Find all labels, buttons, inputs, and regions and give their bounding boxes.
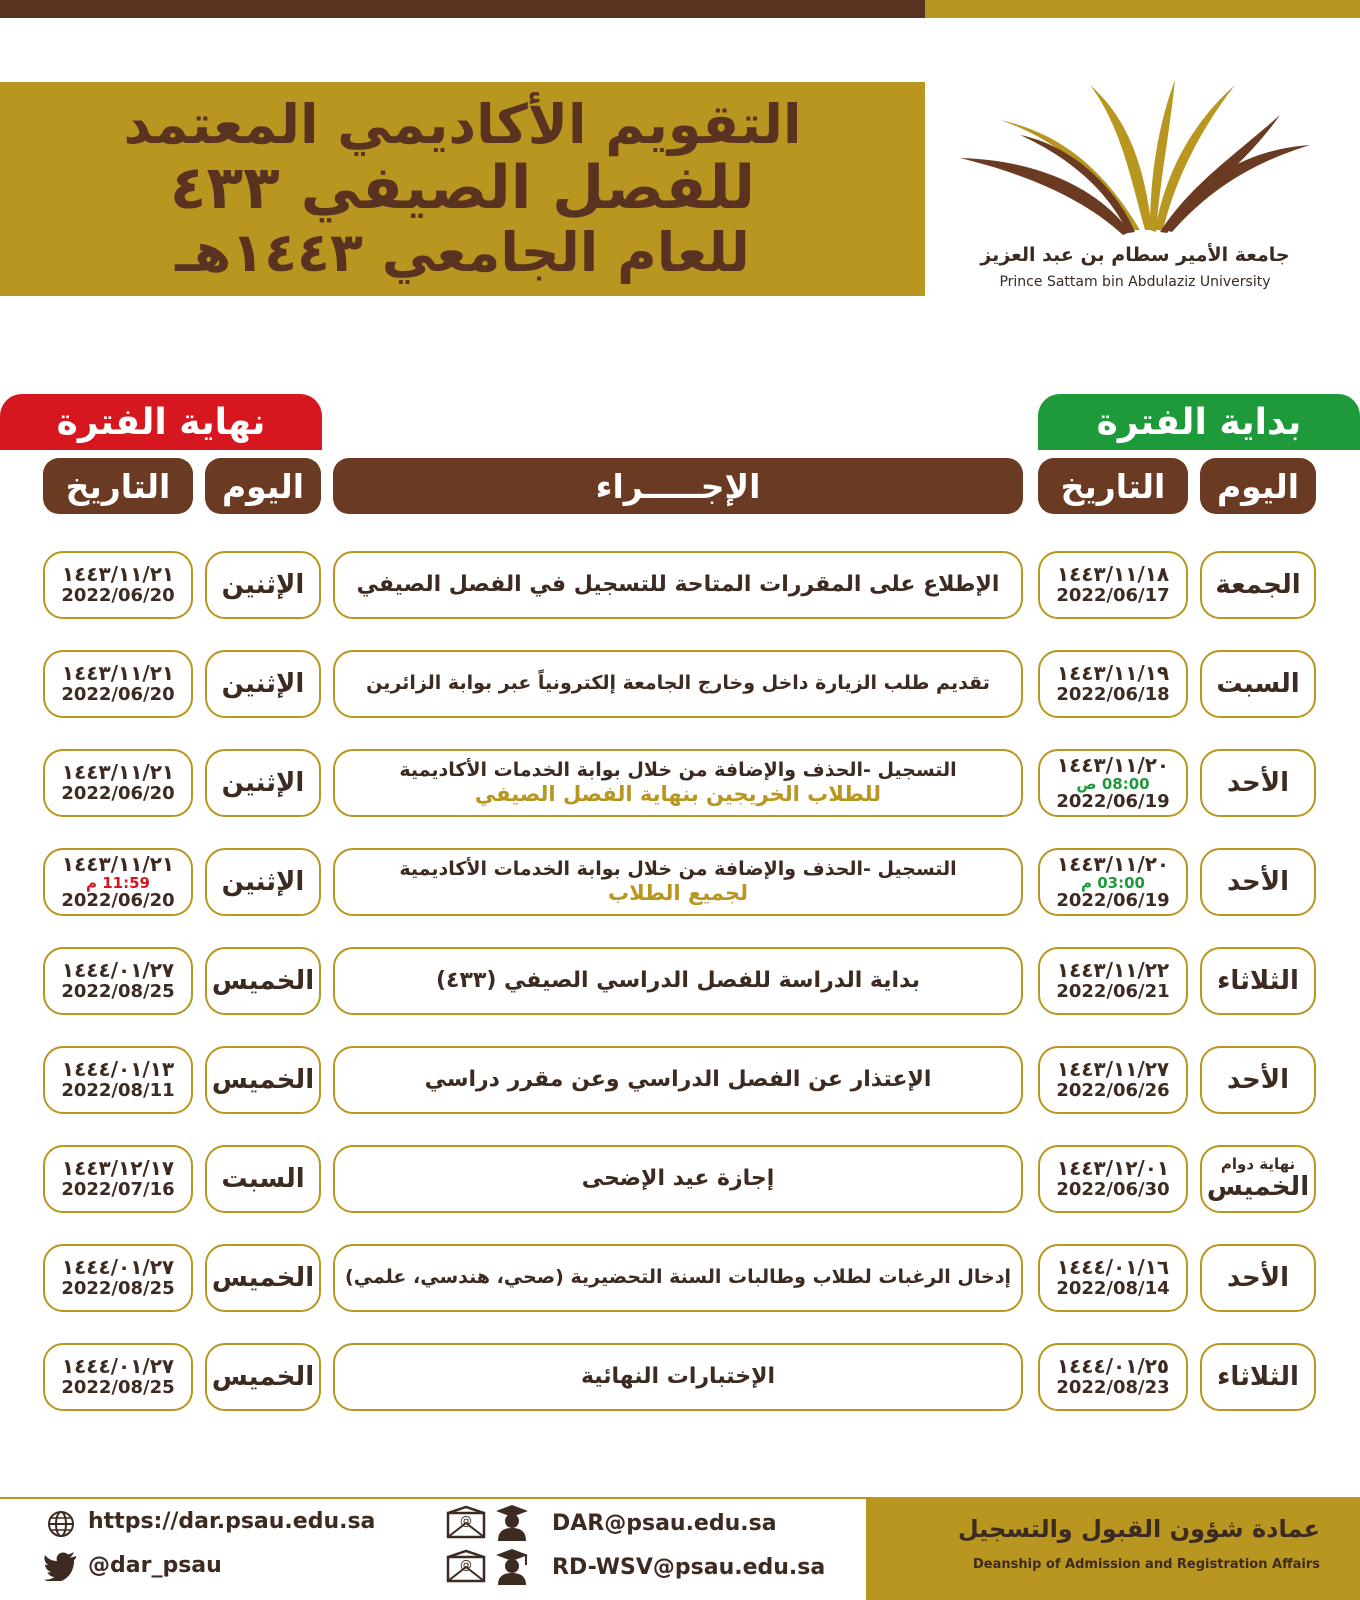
email-icon — [446, 1505, 486, 1539]
action-cell — [333, 947, 1023, 1015]
top-bar-gold — [925, 0, 1360, 18]
start-hijri-date: ١٤٤٤/٠١/١٦ — [1056, 1255, 1170, 1280]
start-date-cell — [1038, 551, 1188, 619]
end-hijri-date: ١٤٤٣/١١/٢١ — [61, 760, 175, 785]
graduate-icon — [494, 1547, 530, 1585]
student-icon — [494, 1503, 530, 1541]
start-hijri-date: ١٤٤٣/١١/١٩ — [1056, 661, 1170, 686]
end-gregorian-date: 2022/06/20 — [61, 585, 175, 607]
start-day-label: الأحد — [1226, 768, 1290, 798]
end-gregorian-date: 2022/08/25 — [61, 981, 175, 1003]
title-banner — [0, 82, 925, 296]
title-line-3: للعام الجامعي ١٤٤٣هـ — [175, 220, 750, 284]
start-gregorian-date: 2022/06/21 — [1056, 981, 1170, 1003]
end-date-cell — [43, 1145, 193, 1213]
end-date-cell — [43, 551, 193, 619]
end-day-label: الإثنين — [221, 768, 305, 798]
action-text: التسجيل -الحذف والإضافة من خلال بوابة الخدمات الأكاديمية — [399, 758, 957, 781]
end-day-cell — [205, 1343, 321, 1411]
logo-english-name: Prince Sattam bin Abdulaziz University — [999, 274, 1271, 290]
end-day-cell — [205, 749, 321, 817]
title-line-2: للفصل الصيفي ٤٣٣ — [169, 153, 756, 224]
start-date-cell — [1038, 749, 1188, 817]
end-time: 11:59 م — [86, 873, 150, 892]
start-day-cell — [1200, 749, 1316, 817]
action-cell — [333, 1145, 1023, 1213]
start-day-label: الخميس — [1206, 1171, 1310, 1202]
university-logo — [955, 80, 1335, 300]
end-gregorian-date: 2022/08/11 — [61, 1080, 175, 1102]
start-gregorian-date: 2022/08/14 — [1056, 1278, 1170, 1300]
action-text: إدخال الرغبات لطلاب وطالبات السنة التحضيرية (صحي، هندسي، علمي) — [345, 1266, 1011, 1289]
end-date-cell — [43, 848, 193, 916]
svg-text:@: @ — [460, 1514, 472, 1528]
end-gregorian-date: 2022/08/25 — [61, 1278, 175, 1300]
header-action: الإجـــــراء — [333, 458, 1023, 514]
start-day-cell — [1200, 650, 1316, 718]
action-text: إجازة عيد الإضحى — [581, 1166, 775, 1192]
end-day-label: الخميس — [211, 966, 315, 996]
end-day-cell — [205, 1244, 321, 1312]
start-hijri-date: ١٤٤٣/١٢/٠١ — [1056, 1156, 1170, 1181]
start-day-label: الجمعة — [1215, 570, 1301, 600]
end-gregorian-date: 2022/07/16 — [61, 1179, 175, 1201]
start-date-cell — [1038, 848, 1188, 916]
action-text: الإعتذار عن الفصل الدراسي وعن مقرر دراسي — [424, 1067, 932, 1093]
action-cell — [333, 1046, 1023, 1114]
end-day-cell — [205, 848, 321, 916]
start-day-label: السبت — [1216, 669, 1300, 699]
start-gregorian-date: 2022/06/18 — [1056, 684, 1170, 706]
end-day-label: الإثنين — [221, 570, 305, 600]
start-date-cell — [1038, 1046, 1188, 1114]
header-start-day: اليوم — [1200, 458, 1316, 514]
start-period-tag: بداية الفترة — [1038, 394, 1360, 450]
action-cell — [333, 1343, 1023, 1411]
action-text: الإختبارات النهائية — [580, 1364, 776, 1390]
action-cell — [333, 749, 1023, 817]
start-day-cell — [1200, 551, 1316, 619]
header-end-date: التاريخ — [43, 458, 193, 514]
end-period-tag: نهاية الفترة — [0, 394, 322, 450]
end-hijri-date: ١٤٤٣/١٢/١٧ — [61, 1156, 175, 1181]
end-hijri-date: ١٤٤٣/١١/٢١ — [61, 661, 175, 686]
email-icon — [446, 1549, 486, 1583]
end-hijri-date: ١٤٤٤/٠١/٢٧ — [61, 958, 175, 983]
action-cell — [333, 650, 1023, 718]
end-day-label: الخميس — [211, 1263, 315, 1293]
action-text: الإطلاع على المقررات المتاحة للتسجيل في الفصل الصيفي — [356, 572, 1000, 598]
start-day-cell — [1200, 848, 1316, 916]
action-text: التسجيل -الحذف والإضافة من خلال بوابة الخدمات الأكاديمية — [399, 857, 957, 880]
end-day-cell — [205, 1145, 321, 1213]
footer-deanship-panel — [866, 1497, 1360, 1600]
action-cell — [333, 848, 1023, 916]
end-date-cell — [43, 1046, 193, 1114]
deanship-english: Deanship of Admission and Registration Affairs — [973, 1557, 1320, 1572]
start-hijri-date: ١٤٤٣/١١/٢٠ — [1056, 851, 1170, 876]
start-gregorian-date: 2022/06/30 — [1056, 1179, 1170, 1201]
end-day-label: السبت — [221, 1164, 305, 1194]
svg-text:@: @ — [460, 1558, 472, 1572]
start-hijri-date: ١٤٤٤/٠١/٢٥ — [1056, 1354, 1170, 1379]
end-day-label: الخميس — [211, 1362, 315, 1392]
action-subtext: لجميع الطلاب — [608, 881, 748, 906]
start-day-label: الثلاثاء — [1217, 966, 1299, 996]
title-line-1: التقويم الأكاديمي المعتمد — [123, 92, 802, 156]
action-text: تقديم طلب الزيارة داخل وخارج الجامعة إلكترونياً عبر بوابة الزائرين — [366, 672, 990, 695]
end-gregorian-date: 2022/06/20 — [61, 783, 175, 805]
book-rays-icon — [960, 80, 1320, 240]
start-day-prefix: نهاية دوام — [1220, 1154, 1296, 1173]
end-gregorian-date: 2022/06/20 — [61, 889, 175, 911]
header-end-day: اليوم — [205, 458, 321, 514]
start-day-cell — [1200, 1343, 1316, 1411]
action-subtext: للطلاب الخريجين بنهاية الفصل الصيفي — [474, 782, 882, 807]
start-day-cell — [1200, 1244, 1316, 1312]
start-gregorian-date: 2022/06/19 — [1056, 790, 1170, 812]
end-day-label: الإثنين — [221, 867, 305, 897]
twitter-icon — [44, 1551, 78, 1581]
website-link[interactable]: https://dar.psau.edu.sa — [88, 1509, 376, 1534]
start-day-cell — [1200, 1046, 1316, 1114]
start-day-label: الأحد — [1226, 1263, 1290, 1293]
start-hijri-date: ١٤٤٣/١١/٢٧ — [1056, 1057, 1170, 1082]
start-time: 08:00 ص — [1076, 774, 1150, 793]
end-gregorian-date: 2022/06/20 — [61, 684, 175, 706]
start-hijri-date: ١٤٤٣/١١/٢٢ — [1056, 958, 1170, 983]
email-rdwsv[interactable]: RD-WSV@psau.edu.sa — [552, 1555, 826, 1580]
end-day-cell — [205, 551, 321, 619]
end-date-cell — [43, 1343, 193, 1411]
end-day-cell — [205, 1046, 321, 1114]
end-date-cell — [43, 1244, 193, 1312]
start-day-cell — [1200, 947, 1316, 1015]
start-gregorian-date: 2022/06/17 — [1056, 585, 1170, 607]
globe-icon — [46, 1509, 76, 1539]
end-date-cell — [43, 650, 193, 718]
start-gregorian-date: 2022/06/26 — [1056, 1080, 1170, 1102]
start-day-label: الثلاثاء — [1217, 1362, 1299, 1392]
end-date-cell — [43, 947, 193, 1015]
start-day-cell — [1200, 1145, 1316, 1213]
start-day-label: الأحد — [1226, 1065, 1290, 1095]
start-gregorian-date: 2022/06/19 — [1056, 889, 1170, 911]
action-cell — [333, 1244, 1023, 1312]
end-hijri-date: ١٤٤٤/٠١/٢٧ — [61, 1354, 175, 1379]
start-date-cell — [1038, 947, 1188, 1015]
top-bar-brown — [0, 0, 925, 18]
end-hijri-date: ١٤٤٤/٠١/١٣ — [61, 1057, 175, 1082]
start-time: 03:00 م — [1081, 873, 1145, 892]
action-cell — [333, 551, 1023, 619]
end-day-cell — [205, 650, 321, 718]
deanship-arabic: عمادة شؤون القبول والتسجيل — [957, 1515, 1320, 1543]
email-dar[interactable]: DAR@psau.edu.sa — [552, 1511, 777, 1536]
end-day-cell — [205, 947, 321, 1015]
start-date-cell — [1038, 1244, 1188, 1312]
start-date-cell — [1038, 1145, 1188, 1213]
twitter-handle[interactable]: @dar_psau — [88, 1553, 222, 1578]
end-hijri-date: ١٤٤٣/١١/٢١ — [61, 562, 175, 587]
end-date-cell — [43, 749, 193, 817]
action-text: بداية الدراسة للفصل الدراسي الصيفي (٤٣٣) — [435, 968, 921, 994]
footer — [0, 1497, 1360, 1600]
start-hijri-date: ١٤٤٣/١١/٢٠ — [1056, 752, 1170, 777]
logo-arabic-name: جامعة الأمير سطام بن عبد العزيز — [980, 244, 1290, 266]
end-hijri-date: ١٤٤٣/١١/٢١ — [61, 851, 175, 876]
start-date-cell — [1038, 1343, 1188, 1411]
end-hijri-date: ١٤٤٤/٠١/٢٧ — [61, 1255, 175, 1280]
start-date-cell — [1038, 650, 1188, 718]
start-gregorian-date: 2022/08/23 — [1056, 1377, 1170, 1399]
start-day-label: الأحد — [1226, 867, 1290, 897]
header-start-date: التاريخ — [1038, 458, 1188, 514]
end-day-label: الإثنين — [221, 669, 305, 699]
end-gregorian-date: 2022/08/25 — [61, 1377, 175, 1399]
end-day-label: الخميس — [211, 1065, 315, 1095]
footer-divider — [0, 1497, 866, 1499]
start-hijri-date: ١٤٤٣/١١/١٨ — [1056, 562, 1170, 587]
